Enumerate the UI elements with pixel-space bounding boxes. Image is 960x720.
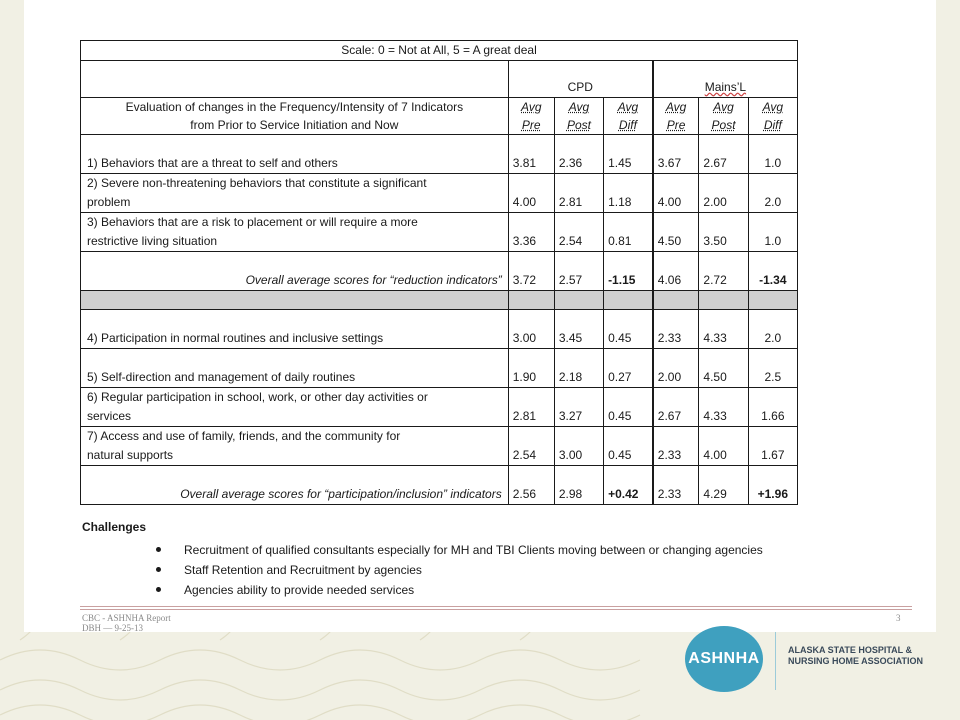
blank-header-cell [81, 61, 509, 98]
value-cell: 2.00 [699, 174, 748, 213]
value-cell: 2.81 [508, 388, 554, 427]
value-cell: 3.81 [508, 135, 554, 174]
value-cell: 2.36 [554, 135, 603, 174]
value-cell: 2.81 [554, 174, 603, 213]
col-mainsl-post: Avg Post [699, 98, 748, 135]
value-cell: +0.42 [604, 466, 653, 505]
table-row [81, 174, 798, 213]
value-cell: 0.45 [604, 427, 653, 466]
indicator-label: 3) Behaviors that are a risk to placement or will require a more restrictive living situation [81, 213, 509, 252]
col-mainsl-diff: Avg Diff [748, 98, 797, 135]
value-cell: 3.67 [653, 135, 699, 174]
value-cell: 1.0 [748, 135, 797, 174]
value-cell: 3.45 [554, 310, 603, 349]
value-cell: -1.15 [604, 252, 653, 291]
scale-row [81, 41, 798, 61]
list-item: Staff Retention and Recruitment by agencies [176, 560, 882, 580]
value-cell: 1.66 [748, 388, 797, 427]
value-cell: 2.33 [653, 427, 699, 466]
table-row [81, 213, 798, 252]
value-cell: 0.45 [604, 310, 653, 349]
value-cell: 4.00 [699, 427, 748, 466]
value-cell: 2.57 [554, 252, 603, 291]
value-cell: 1.18 [604, 174, 653, 213]
organization-name-line2: NURSING HOME ASSOCIATION [788, 656, 924, 666]
value-cell: 2.00 [653, 349, 699, 388]
challenges-title: Challenges [82, 520, 147, 534]
col-mainsl-pre: Avg Pre [653, 98, 699, 135]
value-cell: 0.81 [604, 213, 653, 252]
summary-row [81, 252, 798, 291]
organization-name-line1: ALASKA STATE HOSPITAL & [788, 645, 913, 655]
scale-caption: Scale: 0 = Not at All, 5 = A great deal [81, 41, 798, 61]
list-item: Agencies ability to provide needed services [176, 580, 882, 600]
group-mainsl-label: Mains’L [704, 80, 747, 94]
challenges-list [82, 540, 882, 600]
footer-date: DBH — 9-25-13 [82, 623, 143, 633]
value-cell: 2.33 [653, 310, 699, 349]
value-cell: 4.00 [653, 174, 699, 213]
value-cell: 2.33 [653, 466, 699, 505]
value-cell: 3.00 [508, 310, 554, 349]
evaluation-header [81, 98, 509, 135]
col-cpd-pre: Avg Pre [508, 98, 554, 135]
value-cell: 1.90 [508, 349, 554, 388]
challenges-section [82, 520, 882, 600]
value-cell: 1.0 [748, 213, 797, 252]
footer-report-name: CBC - ASHNHA Report [82, 613, 171, 623]
table-row [81, 349, 798, 388]
column-header-row [81, 98, 798, 135]
group-cpd: CPD [508, 61, 653, 98]
page-number: 3 [896, 613, 901, 623]
table-row [81, 427, 798, 466]
value-cell: 2.0 [748, 174, 797, 213]
value-cell: 2.56 [508, 466, 554, 505]
value-cell: 2.67 [699, 135, 748, 174]
value-cell: 3.00 [554, 427, 603, 466]
value-cell: 3.50 [699, 213, 748, 252]
value-cell: 4.50 [653, 213, 699, 252]
col-cpd-post: Avg Post [554, 98, 603, 135]
value-cell: 3.72 [508, 252, 554, 291]
value-cell: 4.06 [653, 252, 699, 291]
summary-label: Overall average scores for “reduction indicators” [81, 252, 509, 291]
value-cell: 2.67 [653, 388, 699, 427]
value-cell: 0.45 [604, 388, 653, 427]
value-cell: 4.33 [699, 310, 748, 349]
value-cell: 4.00 [508, 174, 554, 213]
value-cell: +1.96 [748, 466, 797, 505]
ashnha-logo [685, 626, 763, 692]
value-cell: 4.50 [699, 349, 748, 388]
value-cell: 2.0 [748, 310, 797, 349]
group-mainsl [653, 61, 798, 98]
value-cell: 2.98 [554, 466, 603, 505]
value-cell: 3.36 [508, 213, 554, 252]
value-cell: 2.54 [554, 213, 603, 252]
value-cell: 2.5 [748, 349, 797, 388]
value-cell: 1.45 [604, 135, 653, 174]
table-row [81, 310, 798, 349]
organization-name [788, 645, 938, 667]
value-cell: 2.54 [508, 427, 554, 466]
logo-abbreviation: ASHNHA [688, 650, 760, 667]
value-cell: 4.33 [699, 388, 748, 427]
logo-divider [775, 632, 776, 690]
indicator-label: 5) Self-direction and management of daily routines [81, 349, 509, 388]
value-cell: 4.29 [699, 466, 748, 505]
evaluation-header-line2: from Prior to Service Initiation and Now [190, 118, 399, 132]
indicator-label: 4) Participation in normal routines and inclusive settings [81, 310, 509, 349]
value-cell: -1.34 [748, 252, 797, 291]
summary-row [81, 466, 798, 505]
value-cell: 2.18 [554, 349, 603, 388]
table-row [81, 135, 798, 174]
summary-label: Overall average scores for “participation/inclusion” indicators [81, 466, 509, 505]
value-cell: 1.67 [748, 427, 797, 466]
indicator-label: 2) Severe non-threatening behaviors that constitute a significant problem [81, 174, 509, 213]
group-header-row [81, 61, 798, 98]
col-cpd-diff: Avg Diff [604, 98, 653, 135]
separator-row [81, 291, 798, 310]
evaluation-header-line1: Evaluation of changes in the Frequency/Intensity of 7 Indicators [125, 100, 464, 114]
footer-text [82, 613, 171, 633]
indicator-label: 1) Behaviors that are a threat to self and others [81, 135, 509, 174]
indicator-label: 7) Access and use of family, friends, and the community for natural supports [81, 427, 509, 466]
indicator-label: 6) Regular participation in school, work, or other day activities or services [81, 388, 509, 427]
list-item: Recruitment of qualified consultants especially for MH and TBI Clients moving between or changing agencies [176, 540, 882, 560]
table-row [81, 388, 798, 427]
value-cell: 3.27 [554, 388, 603, 427]
value-cell: 0.27 [604, 349, 653, 388]
indicator-scores-table [80, 40, 798, 505]
value-cell: 2.72 [699, 252, 748, 291]
footer-divider [80, 606, 912, 610]
